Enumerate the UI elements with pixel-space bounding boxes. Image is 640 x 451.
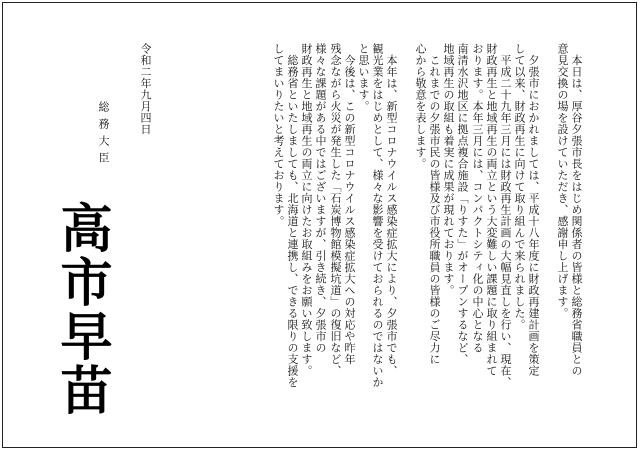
letter-frame bbox=[2, 2, 637, 448]
letter-column: と思います。 bbox=[357, 43, 370, 112]
letter-date: 令和二年九月四日 bbox=[139, 43, 152, 135]
letter-column: 平成二十九年三月には財政再生計画の大幅見直しを行い、現在、 bbox=[499, 43, 512, 388]
letter-column: してまいりたいと考えております。 bbox=[272, 43, 285, 227]
letter-column: 南清水沢地区に拠点複合施設「りすた」がオープンするなど、 bbox=[456, 43, 469, 365]
letter-column: して以来、財政再生に向けて取り組んで来られました。 bbox=[513, 43, 526, 331]
letter-column: 観光業をはじめとして、様々な影響を受けておられるのではないか bbox=[371, 43, 384, 388]
letter-column: 本年は、新型コロナウイルス感染症拡大により、夕張市でも、 bbox=[385, 43, 398, 377]
handwritten-signature: 高市早苗 bbox=[51, 201, 112, 417]
letter-column: 総務省といたしましても、北海道と連携し、できる限りの支援を bbox=[286, 43, 299, 388]
letter-column: おります。本年三月には、コンパクトシティ化の中心となる bbox=[471, 43, 484, 354]
letter-column: これまでの夕張市民の皆様及び市役所職員の皆様のご尽力に bbox=[428, 43, 441, 365]
letter-column: 本日は、厚谷夕張市長をはじめ関係者の皆様と総務省職員との bbox=[570, 43, 583, 377]
letter-column: 様々な課題がある中ではございますが、引き続き、夕張市の bbox=[314, 43, 327, 354]
letter-column: 財政再生と地域再生の両立に向けたお取組みをお願い致します。 bbox=[300, 43, 313, 377]
letter-column: 地域再生の取組も着実に成果が現れております。 bbox=[442, 43, 455, 296]
letter-column: 心から敬意を表します。 bbox=[414, 43, 427, 170]
letter-column: 残念ながら火災が発生した「石炭博物館模擬坑道」の復旧など、 bbox=[329, 43, 342, 377]
letter-column: 夕張市におかれましては、平成十八年度に財政再建計画を策定 bbox=[527, 43, 540, 377]
letter-column: 今後は、この新型コロナウイルス感染症拡大への対応や昨年 bbox=[343, 43, 356, 365]
minister-title: 総務大臣 bbox=[97, 101, 110, 169]
letter-column: 意見交換の場を設けていただき、感謝申し上げます。 bbox=[556, 43, 569, 319]
letter-column: 財政再生と地域再生の両立という大変難しい課題に取り組まれて bbox=[485, 43, 498, 377]
